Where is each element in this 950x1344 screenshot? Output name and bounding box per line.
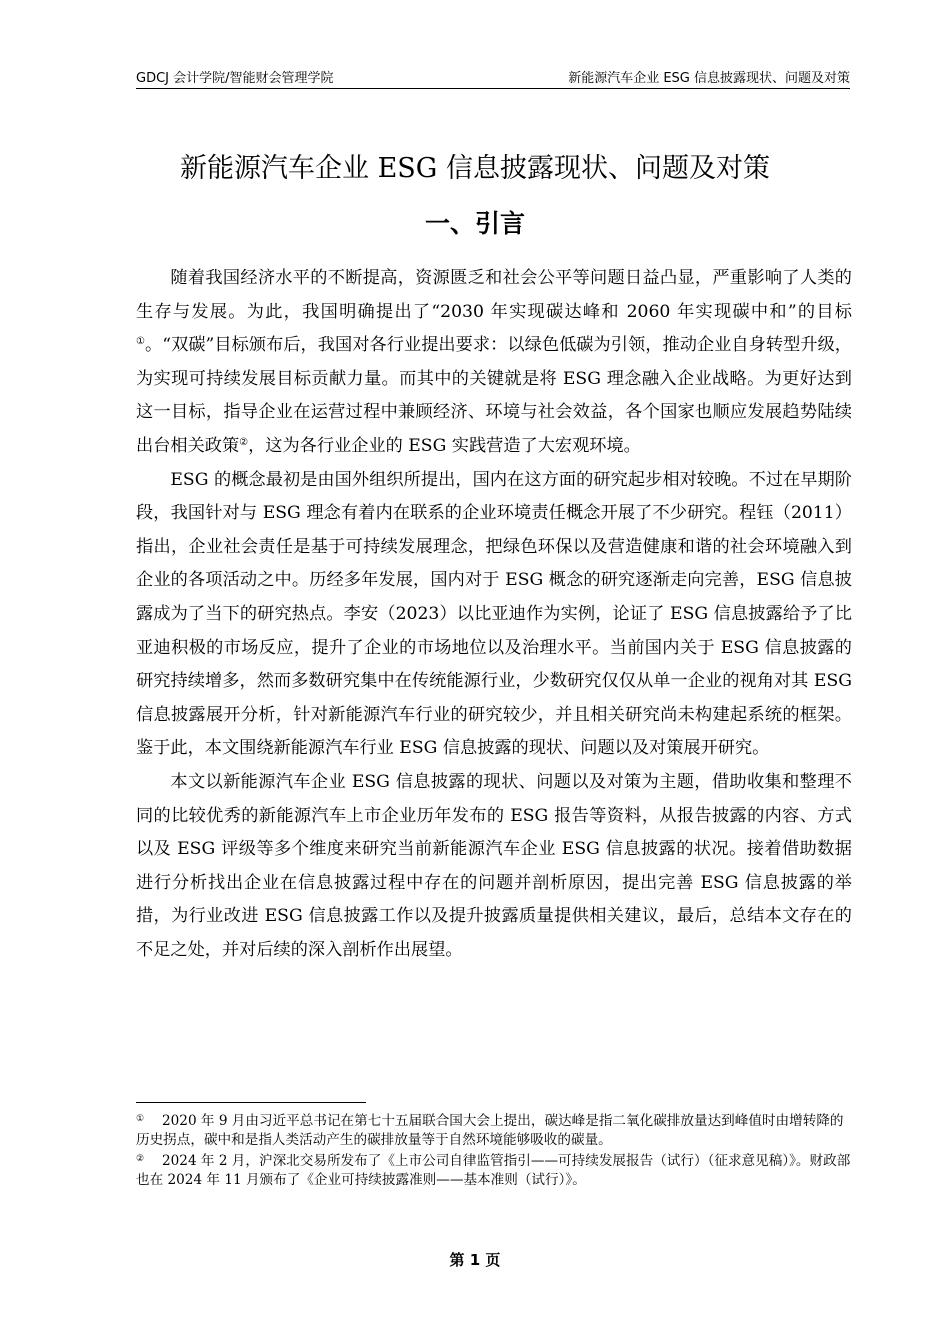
body-text <box>136 262 852 967</box>
paragraph-1-part-c: ，这为各行业企业的 ESG 实践营造了大宏观环境。 <box>248 435 641 456</box>
page-header <box>136 66 850 89</box>
footnotes <box>136 1110 852 1190</box>
footnote-1-text: 2020 年 9 月由习近平总书记在第七十五届联合国大会上提出，碳达峰是指二氧化碳排放量达到峰值时由增转降的历史拐点，碳中和是指人类活动产生的碳排放量等于自然环境能够吸收的碳量。 <box>136 1113 844 1148</box>
footnote-1-mark: ① <box>136 1114 145 1124</box>
footnote-2-text: 2024 年 2 月，沪深北交易所发布了《上市公司自律监管指引——可持续发展报告（试行）（征求意见稿）》。财政部也在 2024 年 11 月颁布了《企业可持续披露准则——基本准则（试行）》。 <box>136 1153 851 1188</box>
paragraph-1 <box>136 262 852 464</box>
document-title: 新能源汽车企业 ESG 信息披露现状、问题及对策 <box>180 153 770 184</box>
footnote-ref-2[interactable]: ② <box>239 436 249 448</box>
footnote-ref-1[interactable]: ① <box>136 336 146 348</box>
paragraph-1-part-b: 。“双碳”目标颁布后，我国对各行业提出要求：以绿色低碳为引领，推动企业自身转型升级，为实现可持续发展目标贡献力量。而其中的关键就是将 ESG 理念融入企业战略。为更好达到这一目标，指导企业在运营过程中兼顾经济、环境与社会效益，各个国家也顺应发展趋势陆续出台相关政策 <box>136 335 852 456</box>
section-heading: 一、引言 <box>424 209 525 238</box>
footnote-2-mark: ② <box>136 1154 145 1164</box>
footnote-1 <box>136 1110 852 1150</box>
header-left: GDCJ 会计学院/智能财会管理学院 <box>136 71 334 86</box>
footnote-separator <box>136 1102 366 1103</box>
header-right: 新能源汽车企业 ESG 信息披露现状、问题及对策 <box>568 71 850 86</box>
page-number: 第 1 页 <box>449 1251 501 1269</box>
paragraph-1-part-a: 随着我国经济水平的不断提高，资源匮乏和社会公平等问题日益凸显，严重影响了人类的生存与发展。为此，我国明确提出了“2030 年实现碳达峰和 2060 年实现碳中和”的目标 <box>136 268 852 322</box>
footnote-2 <box>136 1150 852 1190</box>
paragraph-2: ESG 的概念最初是由国外组织所提出，国内在这方面的研究起步相对较晚。不过在早期阶段，我国针对与 ESG 理念有着内在联系的企业环境责任概念开展了不少研究。程钰（2011）指出，企业社会责任是基于可持续发展理念，把绿色环保以及营造健康和谐的社会环境融入到企业的各项活动之中。历经多年发展，国内对于 ESG 概念的研究逐渐走向完善，ESG 信息披露成为了当下的研究热点。李安（2023）以比亚迪作为实例，论证了 ESG 信息披露给予了比亚迪积极的市场反应，提升了企业的市场地位以及治理水平。当前国内关于 ESG 信息披露的研究持续增多，然而多数研究集中在传统能源行业，少数研究仅仅从单一企业的视角对其 ESG 信息披露展开分析，针对新能源汽车行业的研究较少，并且相关研究尚未构建起系统的框架。鉴于此，本文围绕新能源汽车行业 ESG 信息披露的现状、问题以及对策展开研究。 <box>136 469 852 759</box>
paragraph-3: 本文以新能源汽车企业 ESG 信息披露的现状、问题以及对策为主题，借助收集和整理不同的比较优秀的新能源汽车上市企业历年发布的 ESG 报告等资料，从报告披露的内容、方式以及 ESG 评级等多个维度来研究当前新能源汽车企业 ESG 信息披露的状况。接着借助数据进行分析找出企业在信息披露过程中存在的问题并剖析原因，提出完善 ESG 信息披露的举措，为行业改进 ESG 信息披露工作以及提升披露质量提供相关建议，最后，总结本文存在的不足之处，并对后续的深入剖析作出展望。 <box>136 771 852 960</box>
